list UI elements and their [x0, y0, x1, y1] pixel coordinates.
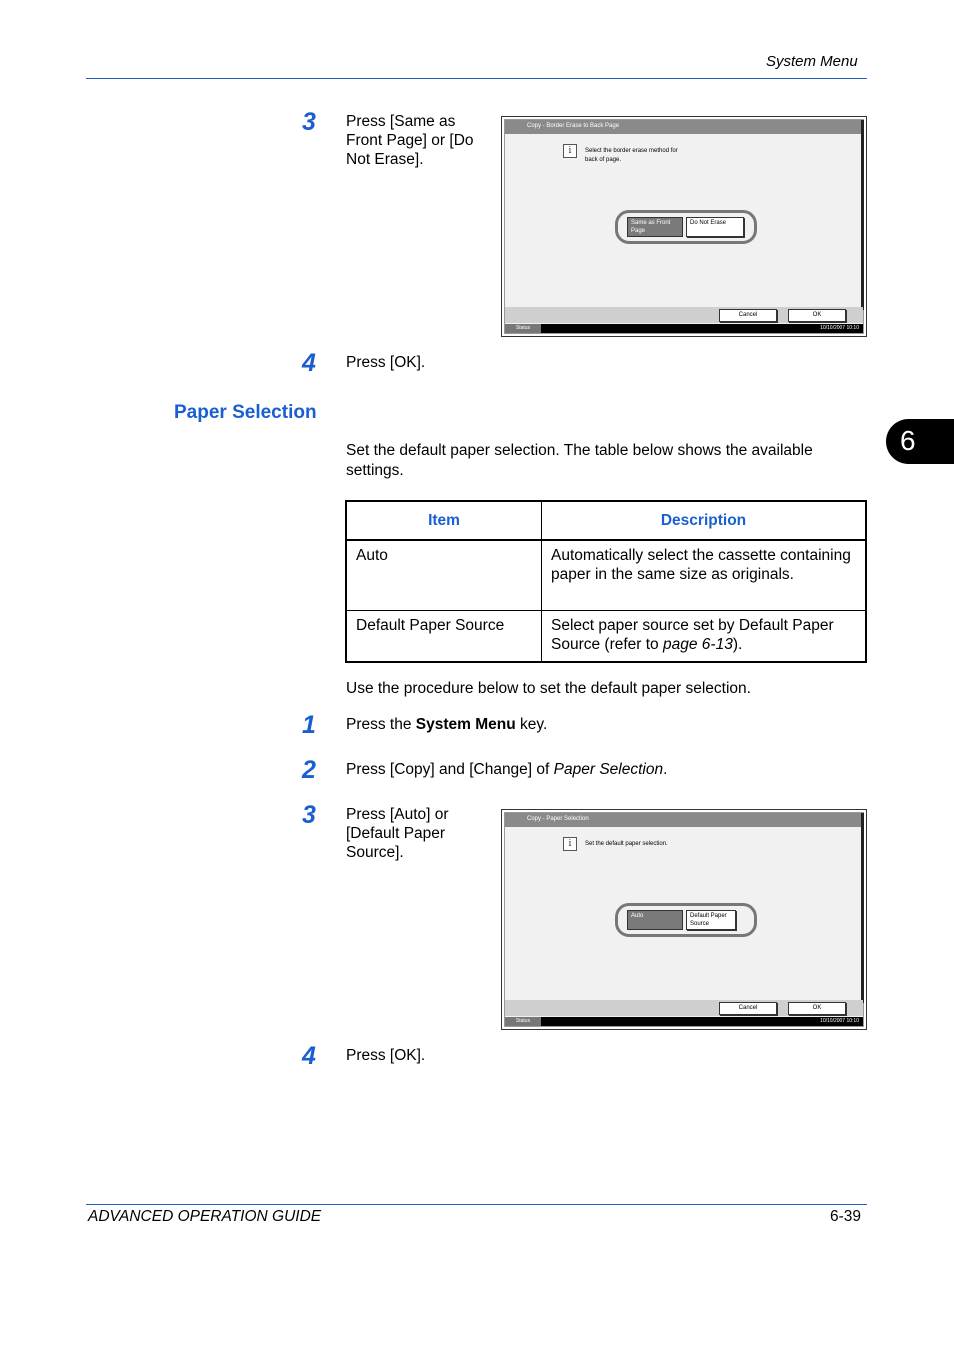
screen-title: Copy - Paper Selection	[527, 816, 589, 822]
chapter-number: 6	[900, 425, 916, 456]
table-cell-item: Default Paper Source	[346, 611, 542, 663]
status-button[interactable]: Status	[505, 324, 541, 333]
table-row	[346, 611, 866, 663]
step-text: Press [OK].	[346, 354, 426, 371]
table-cell-item: Auto	[346, 540, 542, 611]
step-text	[346, 760, 667, 779]
auto-button[interactable]: Auto	[627, 910, 683, 930]
step-text-part: .	[663, 761, 668, 778]
footer-guide-title: ADVANCED OPERATION GUIDE	[88, 1208, 322, 1225]
table-header-item: Item	[346, 501, 542, 540]
ok-button[interactable]: OK	[788, 1002, 846, 1015]
screen-titlebar	[505, 120, 863, 134]
step-text-part: Press the	[346, 716, 416, 733]
table-header-description: Description	[542, 501, 867, 540]
table-cell-description: Automatically select the cassette containing paper in the same size as originals.	[542, 540, 867, 611]
step-number: 3	[302, 108, 316, 136]
table-cell-description	[542, 611, 867, 663]
same-as-front-page-button[interactable]: Same as Front Page	[627, 217, 683, 237]
step-text-part: Press [Copy] and [Change] of	[346, 761, 554, 778]
setting-name: Paper Selection	[553, 761, 664, 778]
header-rule	[86, 78, 867, 79]
default-paper-source-button[interactable]: Default Paper Source	[686, 910, 736, 930]
screen-scrollbar	[861, 813, 864, 1003]
table-row	[346, 540, 866, 611]
step-text: Press [OK].	[346, 1047, 426, 1064]
page-number: 6-39	[830, 1208, 862, 1225]
step-number: 2	[302, 756, 316, 784]
screen-paper-selection	[501, 809, 867, 1030]
step-number: 4	[302, 349, 316, 377]
screen-message: Set the default paper selection.	[585, 841, 668, 847]
footer-rule	[86, 1204, 867, 1205]
desc-text: Select paper source set by Default Paper Source (refer to	[551, 617, 834, 653]
status-datetime: 10/10/2007 10:10	[820, 1018, 859, 1024]
key-name: System Menu	[415, 716, 516, 733]
screen-scrollbar	[861, 120, 864, 310]
section-title: Paper Selection	[174, 402, 317, 423]
info-icon: i	[563, 837, 577, 851]
step-text	[346, 715, 547, 734]
step-text-part: key.	[515, 716, 548, 733]
screen-titlebar	[505, 813, 863, 827]
status-bar	[505, 324, 863, 333]
screen-footer	[505, 1000, 863, 1016]
ok-button[interactable]: OK	[788, 309, 846, 322]
status-bar	[505, 1017, 863, 1026]
desc-text: ).	[732, 636, 743, 653]
screen-footer	[505, 307, 863, 323]
cancel-button[interactable]: Cancel	[719, 1002, 777, 1015]
running-header: System Menu	[766, 53, 858, 70]
step-number: 4	[302, 1042, 316, 1070]
chapter-tab	[886, 419, 954, 464]
status-datetime: 10/10/2007 10:10	[820, 325, 859, 331]
step-text: Press [Same as Front Page] or [Do Not Erase].	[346, 113, 474, 168]
settings-table	[345, 500, 867, 663]
screen-border-erase	[501, 116, 867, 337]
screen-title: Copy - Border Erase to Back Page	[527, 123, 620, 129]
option-group	[615, 210, 757, 244]
screen-message: Select the border erase method for back of page.	[585, 148, 678, 163]
step-number: 1	[302, 711, 316, 739]
procedure-intro: Use the procedure below to set the default paper selection.	[346, 680, 751, 697]
info-icon: i	[563, 144, 577, 158]
do-not-erase-button[interactable]: Do Not Erase	[686, 217, 744, 237]
step-text: Press [Auto] or [Default Paper Source].	[346, 806, 449, 861]
section-intro: Set the default paper selection. The table below shows the available settings.	[346, 442, 813, 479]
cancel-button[interactable]: Cancel	[719, 309, 777, 322]
step-number: 3	[302, 801, 316, 829]
page-reference-link[interactable]: page 6-13	[663, 636, 733, 653]
status-button[interactable]: Status	[505, 1017, 541, 1026]
option-group	[615, 903, 757, 937]
